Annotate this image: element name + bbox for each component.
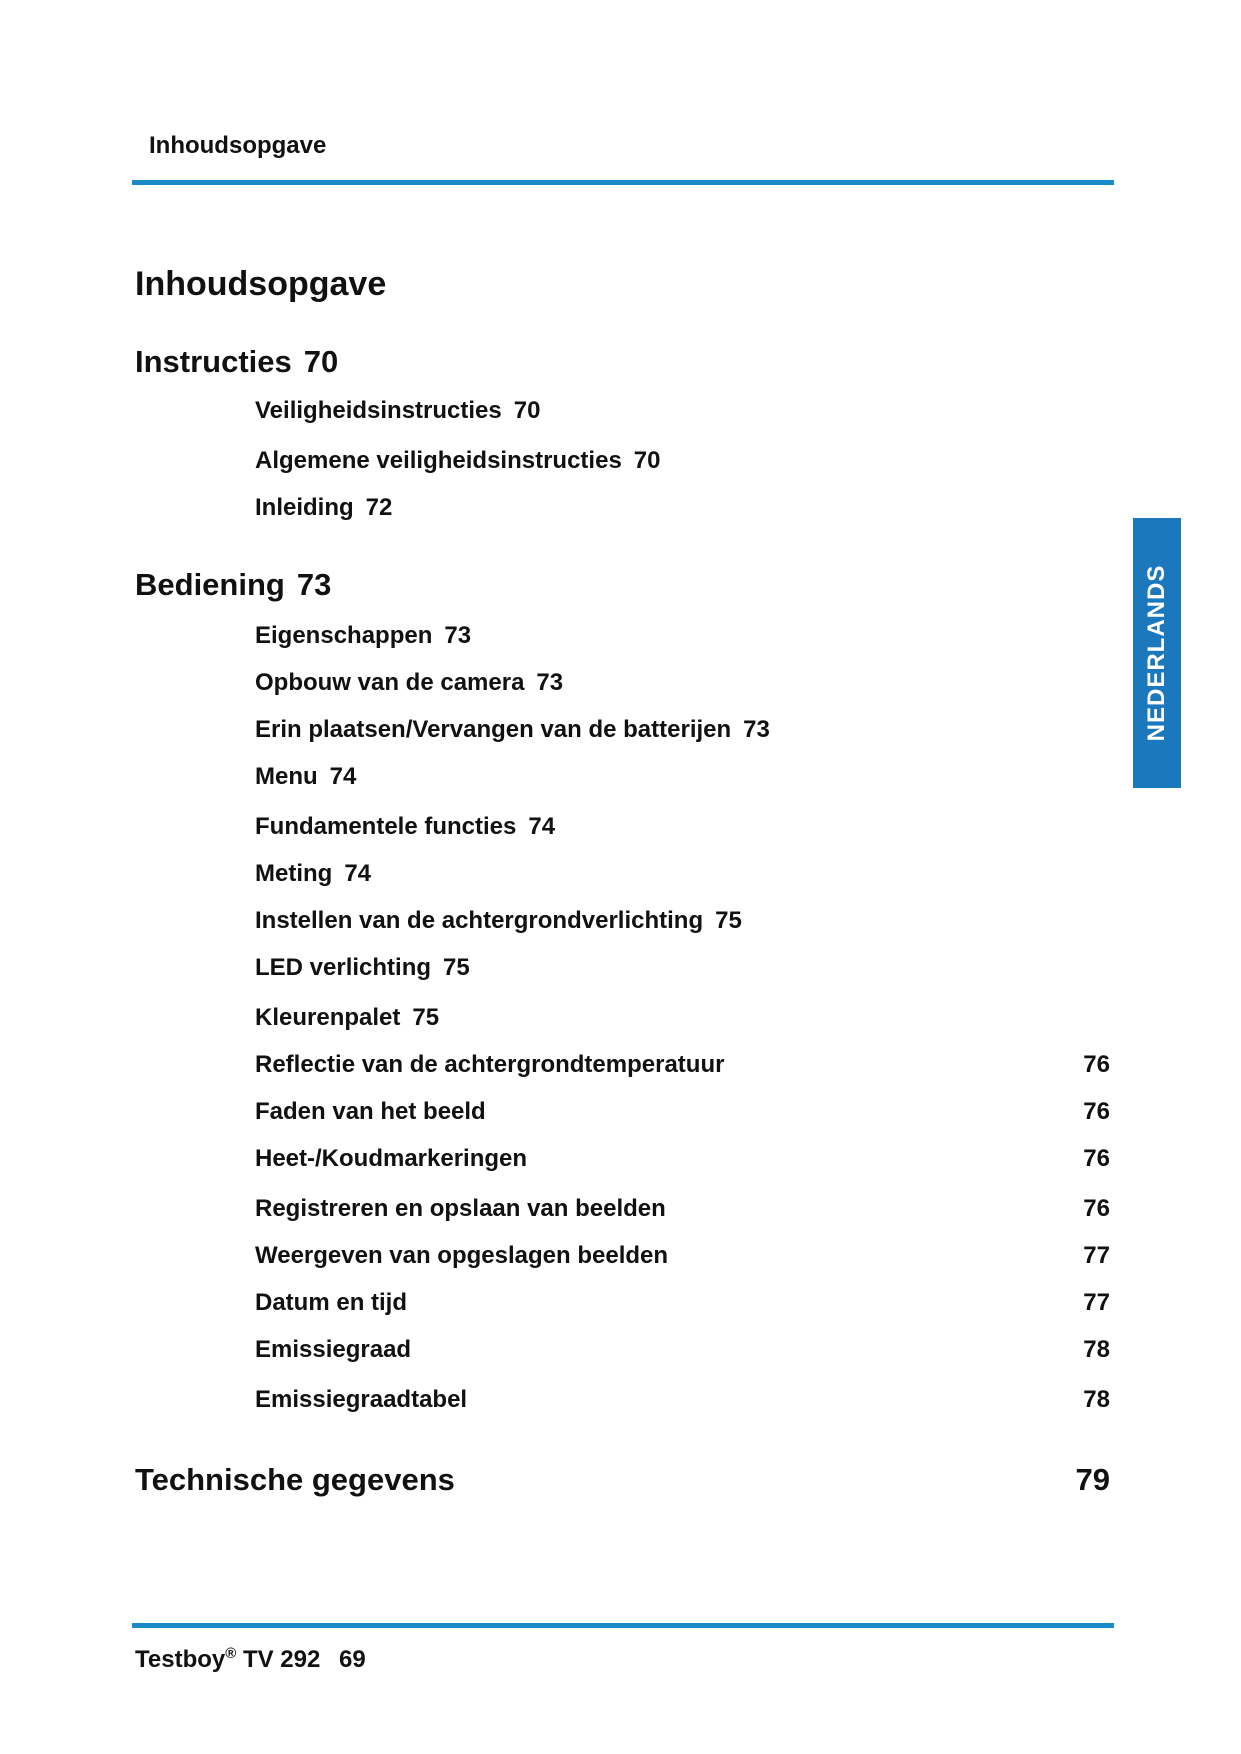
toc-entry-title: Opbouw van de camera xyxy=(255,669,525,696)
toc-entry-title: Fundamentele functies xyxy=(255,813,517,840)
toc-entry-title[interactable]: Registreren en opslaan van beelden xyxy=(255,1195,666,1222)
toc-entry-title[interactable]: Emissiegraad xyxy=(255,1336,412,1363)
toc-entry-page: 78 xyxy=(1083,1336,1110,1363)
footer-page-number: 69 xyxy=(339,1646,366,1673)
toc-entry[interactable] xyxy=(255,954,470,982)
toc-entry-page: 74 xyxy=(329,763,357,790)
toc-entry-title[interactable]: Faden van het beeld xyxy=(255,1098,486,1125)
toc-entry-title[interactable]: Weergeven van opgeslagen beelden xyxy=(255,1242,669,1269)
toc-entry-title: Eigenschappen xyxy=(255,622,433,649)
language-tab-label: NEDERLANDS xyxy=(1143,564,1170,742)
toc-entry-page: 78 xyxy=(1083,1386,1110,1413)
toc-section-instructies[interactable] xyxy=(135,344,338,380)
toc-entry-page: 74 xyxy=(344,860,372,887)
toc-entry-page: 76 xyxy=(1083,1145,1110,1172)
toc-entry[interactable] xyxy=(255,494,392,522)
trademark-symbol: ® xyxy=(225,1645,237,1662)
toc-entry-title: Meting xyxy=(255,860,333,887)
toc-entry[interactable] xyxy=(255,397,540,425)
toc-entry-page: 75 xyxy=(715,907,742,934)
footer-model: TV 292 xyxy=(242,1646,321,1673)
toc-entry-title: Algemene veiligheidsinstructies xyxy=(255,447,622,474)
toc-section-title: Instructies xyxy=(135,344,292,379)
toc-entry[interactable] xyxy=(255,669,563,697)
toc-entry-page: 70 xyxy=(633,447,661,474)
toc-entry-title: Menu xyxy=(255,763,318,790)
toc-entry[interactable] xyxy=(255,1004,439,1032)
toc-section-page: 79 xyxy=(1075,1462,1110,1497)
toc-entry-page: 73 xyxy=(444,622,472,649)
toc-entry[interactable] xyxy=(255,716,770,744)
toc-entry[interactable] xyxy=(255,763,356,791)
footer xyxy=(135,1645,366,1674)
toc-entry-page: 76 xyxy=(1083,1195,1110,1222)
toc-entry-title: Inleiding xyxy=(255,494,354,521)
toc-entry-title: Erin plaatsen/Vervangen van de batterijen xyxy=(255,716,732,743)
toc-entry[interactable] xyxy=(255,622,471,650)
toc-entry-page: 72 xyxy=(365,494,393,521)
running-header: Inhoudsopgave xyxy=(149,132,327,159)
toc-entry-title: Instellen van de achtergrondverlichting xyxy=(255,907,704,934)
toc-entry[interactable] xyxy=(255,860,371,888)
toc-entry-title[interactable]: Heet-/Koudmarkeringen xyxy=(255,1145,528,1172)
toc-entry-title[interactable]: Reflectie van de achtergrondtemperatuur xyxy=(255,1051,725,1078)
toc-entry-title[interactable]: Emissiegraadtabel xyxy=(255,1386,468,1413)
toc-entry-page: 74 xyxy=(528,813,556,840)
toc-entry-page: 77 xyxy=(1083,1289,1110,1316)
footer-divider xyxy=(132,1623,1114,1628)
toc-entry-title: LED verlichting xyxy=(255,954,432,981)
toc-section-title[interactable]: Technische gegevens xyxy=(135,1462,455,1497)
toc-section-page: 70 xyxy=(303,344,339,379)
toc-entry-title[interactable]: Datum en tijd xyxy=(255,1289,408,1316)
language-tab xyxy=(1133,518,1181,788)
toc-entry-page: 70 xyxy=(513,397,541,424)
toc-section-page: 73 xyxy=(296,567,332,602)
toc-entry-page: 75 xyxy=(412,1004,440,1031)
toc-entry-page: 73 xyxy=(536,669,564,696)
toc-entry-page: 73 xyxy=(743,716,770,743)
footer-brand: Testboy xyxy=(135,1646,226,1673)
toc-section-bediening[interactable] xyxy=(135,567,331,603)
toc-entry-page: 76 xyxy=(1083,1051,1110,1078)
toc-title: Inhoudsopgave xyxy=(135,265,387,303)
toc-entry-page: 77 xyxy=(1083,1242,1110,1269)
toc-entry[interactable] xyxy=(255,447,661,475)
toc-section-title: Bediening xyxy=(135,567,285,602)
toc-entry-page: 76 xyxy=(1083,1098,1110,1125)
toc-entry-title: Kleurenpalet xyxy=(255,1004,401,1031)
header-divider xyxy=(132,180,1114,185)
toc-entry-title: Veiligheidsinstructies xyxy=(255,397,502,424)
toc-entry[interactable] xyxy=(255,907,742,935)
toc-entry[interactable] xyxy=(255,813,555,841)
toc-entry-page: 75 xyxy=(443,954,470,981)
